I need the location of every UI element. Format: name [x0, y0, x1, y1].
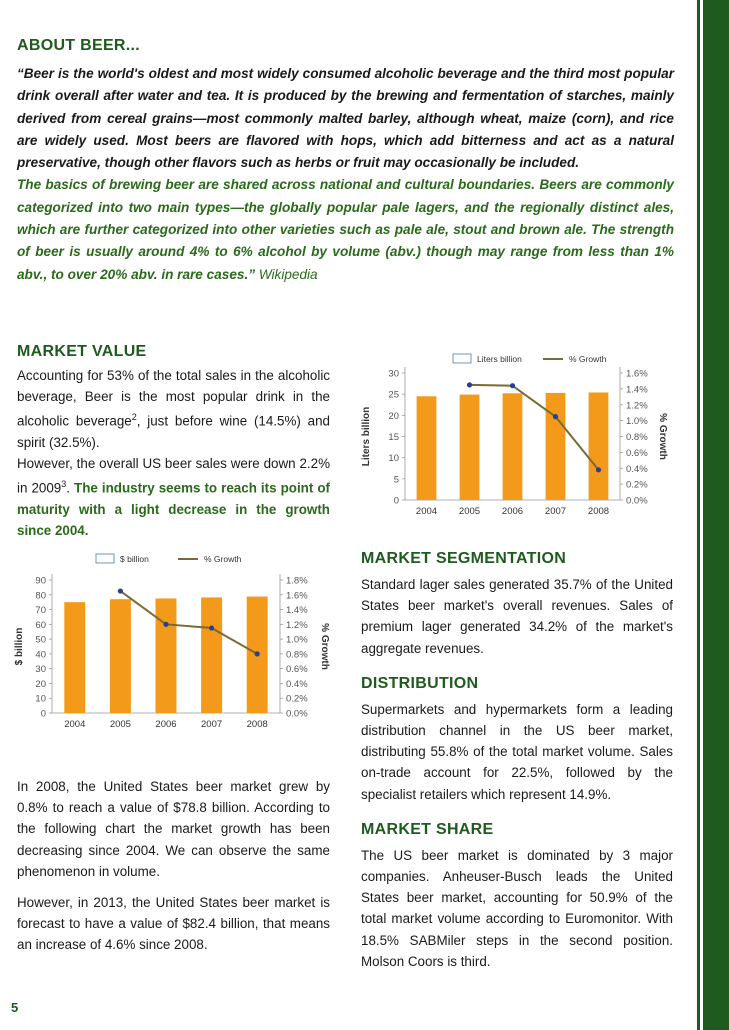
segmentation-heading: MARKET SEGMENTATION: [361, 550, 567, 567]
market-value-heading: MARKET VALUE: [17, 343, 147, 360]
bar-2004: [417, 396, 437, 500]
segmentation-text: Standard lager sales generated 35.7% of the United States beer market's overall revenues. Sales of premium lager generated 34.2% of the market's aggregate revenues.: [361, 577, 673, 656]
distribution-text: Supermarkets and hypermarkets form a leading distribution channel in the US beer market, distributing 55.8% of the total market volume. Sales on-trade account for 22.5%, followed by the specialist retailers which represent 14.9%.: [361, 701, 673, 802]
bar-2005: [460, 395, 480, 500]
mv-p2-text-b: .: [66, 480, 75, 496]
bar-2008: [589, 392, 609, 500]
y2-tick-label: 0.2%: [286, 693, 308, 705]
y2-tick-label: 0.0%: [626, 495, 648, 507]
x-tick-label: 2007: [201, 719, 223, 730]
y2-tick-label: 1.8%: [286, 575, 308, 587]
growth-point: [118, 588, 123, 593]
mv-p2-highlight: The industry seems to reach its point of maturity with a light decrease in the growth since 2004.: [17, 480, 330, 539]
growth-point: [467, 382, 472, 387]
growth-point: [163, 622, 168, 627]
growth-point: [553, 414, 558, 419]
value-chart: [10, 552, 340, 737]
y-axis-title: $ billion: [14, 627, 25, 666]
y2-tick-label: 0.6%: [626, 447, 648, 459]
y-tick-label: 5: [393, 474, 399, 486]
y-tick-label: 40: [35, 649, 46, 661]
x-tick-label: 2004: [415, 506, 438, 517]
sidebar-divider: [700, 0, 703, 1030]
bar-2007: [201, 597, 222, 713]
x-tick-label: 2006: [501, 506, 524, 517]
y-tick-label: 20: [388, 410, 399, 422]
x-tick-label: 2008: [587, 506, 610, 517]
y-tick-label: 10: [35, 693, 46, 705]
y-axis-title: Liters billion: [361, 406, 372, 467]
legend-swatch-bars: [453, 354, 471, 363]
mv-p2-text-a: However, the overall US beer sales were down 2.2% in 2009: [17, 456, 330, 496]
bar-2007: [546, 393, 566, 500]
x-tick-label: 2007: [544, 506, 567, 517]
x-tick-label: 2006: [155, 719, 177, 730]
growth-point: [255, 651, 260, 656]
footnote-3: 3: [61, 479, 67, 490]
x-tick-label: 2005: [109, 719, 131, 730]
y2-tick-label: 1.0%: [626, 416, 648, 428]
footnote-2: 2: [131, 412, 137, 423]
legend-label-bars: Liters billion: [477, 354, 522, 364]
y2-tick-label: 1.4%: [286, 605, 308, 617]
y2-axis-title: % Growth: [319, 623, 330, 670]
y-tick-label: 0: [393, 495, 399, 507]
x-tick-label: 2004: [64, 719, 86, 730]
y2-tick-label: 0.4%: [286, 678, 308, 690]
bar-2006: [156, 598, 177, 713]
y-tick-label: 30: [388, 368, 399, 380]
y2-tick-label: 1.0%: [286, 634, 308, 646]
share-text: The US beer market is dominated by 3 major companies. Anheuser-Busch leads the United States beer market, accounting for 50.9% of the total market volume according to Euromonitor. With 18.5% SABMiler steps in the second position. Molson Coors is third.: [361, 847, 673, 969]
y-tick-label: 20: [35, 678, 46, 690]
y-tick-label: 25: [388, 389, 399, 401]
volume-chart: [355, 350, 685, 525]
x-tick-label: 2005: [458, 506, 481, 517]
y2-tick-label: 0.0%: [286, 708, 308, 720]
bar-2004: [64, 602, 85, 713]
bar-2006: [503, 393, 523, 500]
y-tick-label: 15: [388, 432, 399, 443]
market-value-paragraph-3: In 2008, the United States beer market grew by 0.8% to reach a value of $78.8 billion. According to the following chart the market growth has been decreasing since 2004. We can observe the same phenomenon in volume.: [17, 779, 330, 879]
market-value-section: [17, 343, 330, 542]
legend-label-line: % Growth: [204, 554, 242, 564]
y2-tick-label: 1.2%: [286, 619, 308, 631]
growth-line: [470, 385, 599, 470]
x-tick-label: 2008: [246, 719, 268, 730]
about-heading: ABOUT BEER...: [17, 37, 141, 54]
market-value-paragraph-4: However, in 2013, the United States beer market is forecast to have a value of $82.4 billion, that means an increase of 4.6% since 2008.: [17, 895, 330, 953]
page-number: 5: [11, 1000, 19, 1015]
legend-swatch-bars: [96, 554, 114, 563]
y2-tick-label: 0.8%: [626, 432, 648, 443]
y-tick-label: 10: [388, 453, 399, 465]
y-tick-label: 50: [35, 634, 46, 646]
legend-label-bars: $ billion: [120, 554, 149, 564]
y2-tick-label: 0.4%: [626, 463, 648, 475]
growth-line: [120, 591, 257, 654]
y2-tick-label: 0.8%: [286, 649, 308, 661]
mv-p1-text-a: Accounting for 53% of the total sales in the alcoholic beverage, Beer is the most popular drink in the alcoholic beverage: [17, 368, 330, 429]
legend-label-line: % Growth: [569, 354, 607, 364]
y2-tick-label: 1.6%: [626, 368, 648, 380]
about-quote: [17, 63, 674, 286]
y2-tick-label: 1.2%: [626, 400, 648, 412]
market-value-paragraph-2: [17, 453, 330, 541]
about-section: [17, 37, 674, 286]
y2-tick-label: 1.6%: [286, 590, 308, 602]
y-tick-label: 30: [35, 664, 46, 676]
y2-axis-title: % Growth: [657, 413, 668, 460]
y-tick-label: 90: [35, 575, 46, 587]
about-source: Wikipedia: [258, 266, 318, 282]
y-tick-label: 0: [40, 708, 46, 720]
y2-tick-label: 0.2%: [626, 479, 648, 491]
y2-tick-label: 1.4%: [626, 384, 648, 396]
y2-tick-label: 0.6%: [286, 664, 308, 676]
mv-p1-text-b: , just before wine (14.5%) and spirit (32.5%).: [17, 413, 330, 451]
y-tick-label: 60: [35, 619, 46, 631]
bar-2005: [110, 599, 131, 713]
about-paragraph-1: “Beer is the world's oldest and most widely consumed alcoholic beverage and the third most popular drink overall after water and tea. It is produced by the brewing and fermentation of starches, mainly derived from cereal grains—most commonly malted barley, although wheat, maize (corn), and rice are widely used. Most beers are flavored with hops, which add bitterness and act as a natural preservative, though other flavors such as herbs or fruit may occasionally be included.: [17, 66, 674, 171]
y-tick-label: 80: [35, 590, 46, 602]
distribution-heading: DISTRIBUTION: [361, 674, 479, 692]
growth-point: [510, 383, 515, 388]
growth-point: [209, 625, 214, 630]
y-tick-label: 70: [35, 605, 46, 617]
growth-point: [596, 467, 601, 472]
market-value-paragraph-1: [17, 365, 330, 453]
share-heading: MARKET SHARE: [361, 820, 494, 838]
about-paragraph-2: The basics of brewing beer are shared across national and cultural boundaries. Beers are commonly categorized into two main types—the globally popular pale lagers, and the regionally distinct ales, which are further categorized into other varieties such as pale ale, stout and brown ale. The strength of beer is usually around 4% to 6% alcohol by volume (abv.) though may range from less than 1% abv., to over 20% abv. in rare cases.”: [17, 177, 674, 282]
market-value-lower: [17, 776, 330, 956]
right-column: [361, 550, 673, 972]
